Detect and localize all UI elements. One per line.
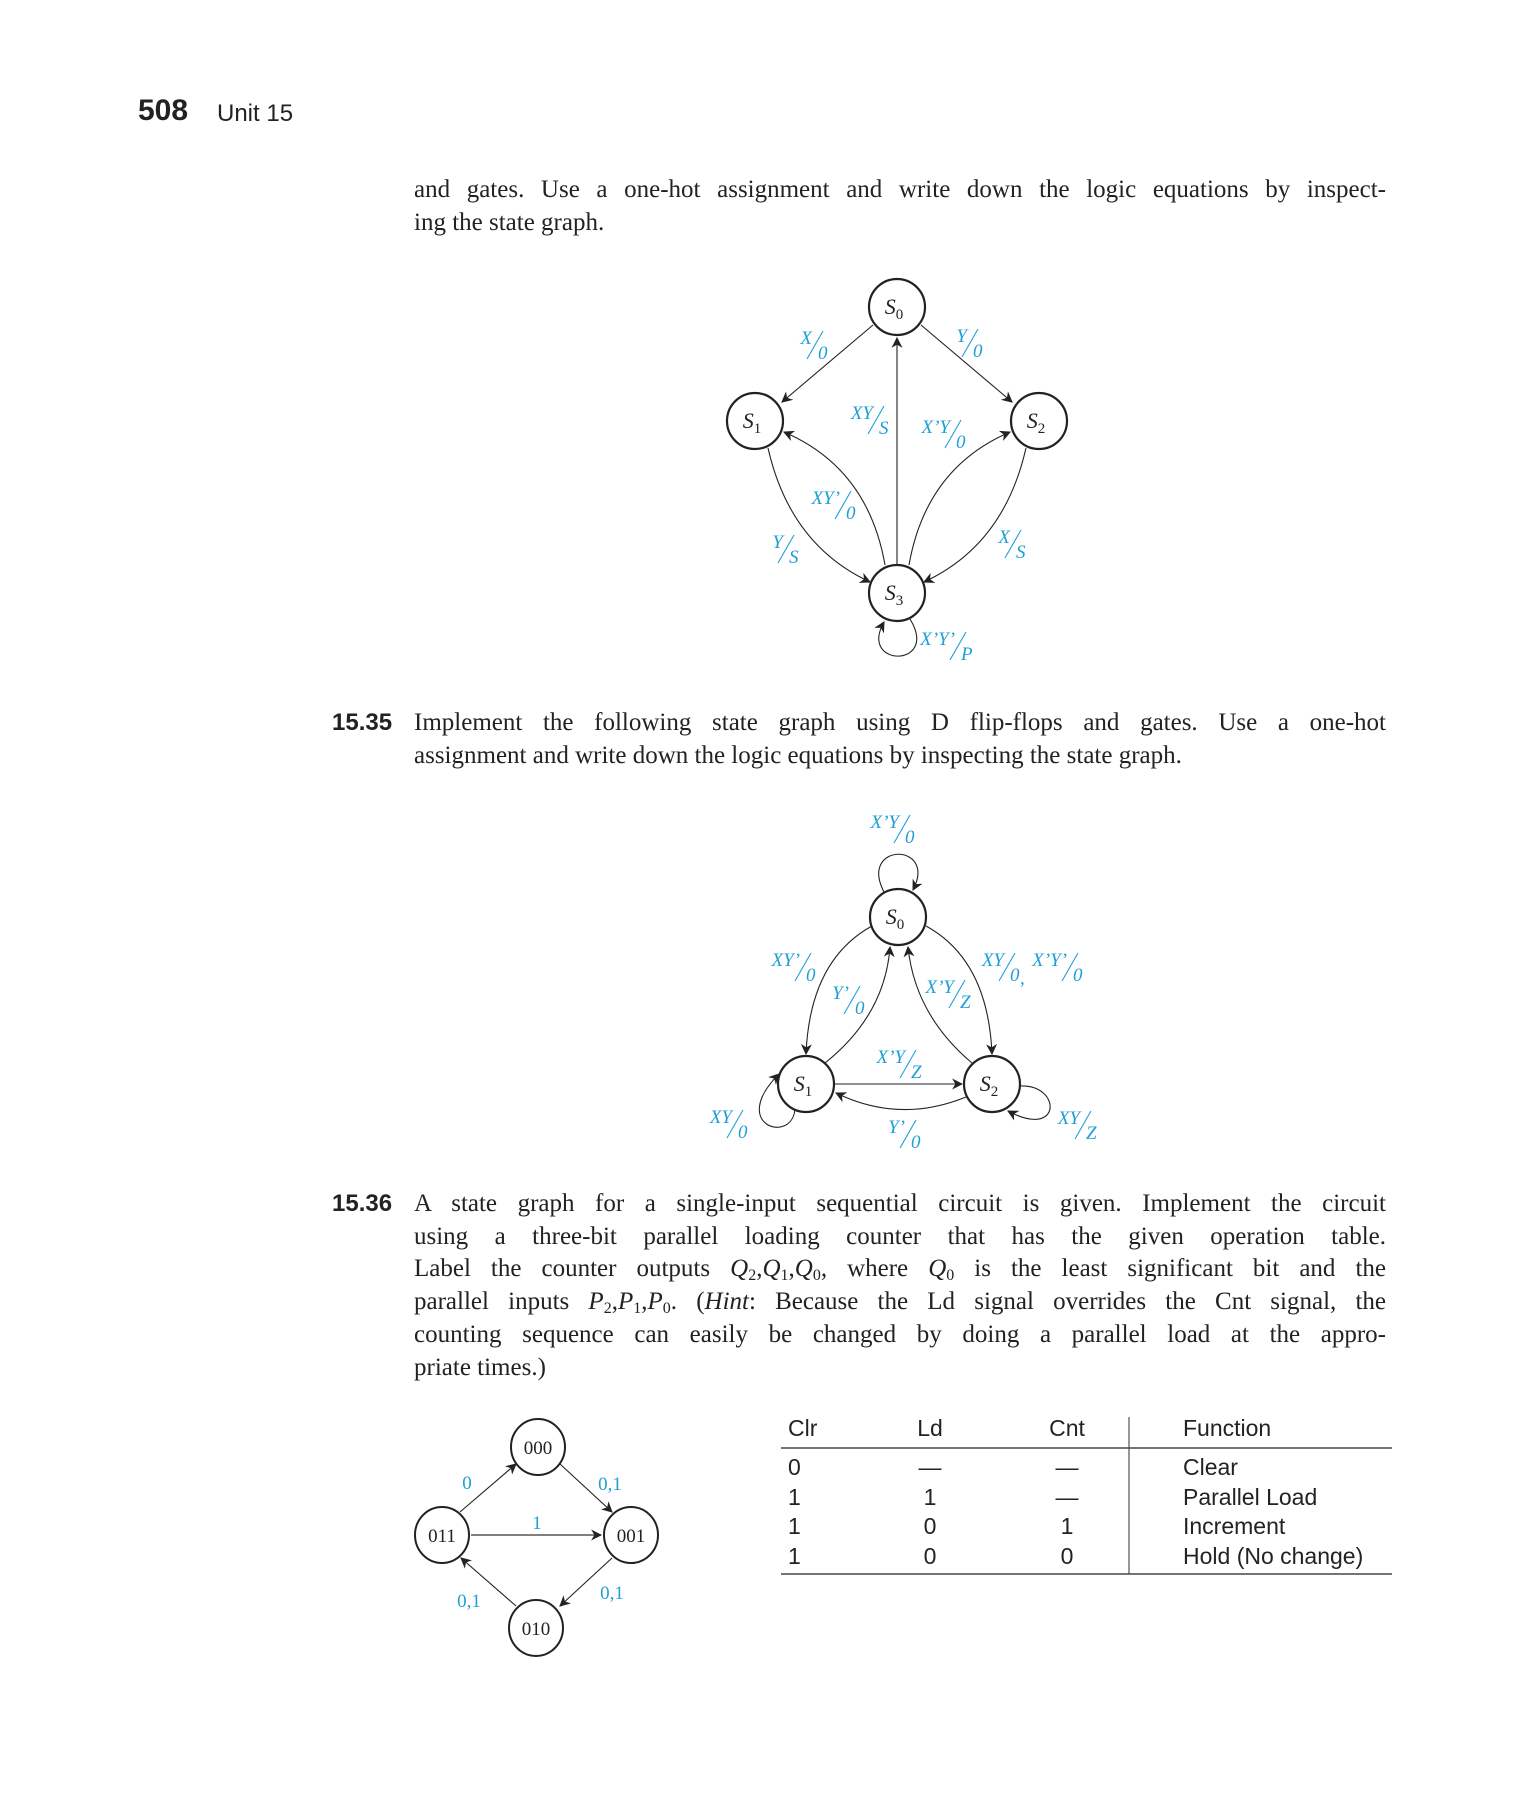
label-output: S — [1016, 542, 1026, 563]
label-output: 0 — [846, 503, 856, 524]
label-input: Y’ — [832, 983, 849, 1004]
table-row — [788, 1484, 1317, 1510]
label-input: XY — [709, 1107, 732, 1128]
label-input: X — [800, 328, 812, 349]
state-letter: S — [742, 408, 754, 433]
state-subscript: 1 — [753, 421, 762, 437]
text-segment: is the least significant bit and the — [954, 1255, 1386, 1283]
table-cell: 1 — [788, 1513, 801, 1539]
label-output: 0 — [806, 965, 816, 986]
state-subscript: 2 — [990, 1084, 999, 1100]
problem-number-15-36: 15.36 — [332, 1190, 393, 1217]
transition-label — [919, 629, 973, 665]
edge-s0-s1 — [782, 325, 873, 402]
table-row — [788, 1454, 1238, 1480]
state-s2 — [1011, 393, 1067, 449]
state-010 — [509, 1600, 563, 1656]
state-011 — [415, 1507, 469, 1563]
label-input: X’Y — [925, 977, 954, 998]
transition-label — [832, 983, 865, 1019]
state-code: 010 — [521, 1619, 551, 1640]
text-segment: A state graph for a single-input sequential circuit is given. Implement the circuit — [414, 1190, 1386, 1217]
text-segment: ing the state graph. — [414, 208, 605, 236]
text-segment: using a three-bit parallel loading counter that has the given operation table. — [414, 1222, 1386, 1250]
table-cell: Parallel Load — [1183, 1484, 1318, 1510]
label-output: S — [789, 547, 799, 568]
state-graph-3 — [415, 1419, 658, 1656]
table-header-ld: Ld — [917, 1415, 943, 1441]
unit-title: Unit 15 — [217, 100, 294, 127]
label-input: XY — [1057, 1108, 1080, 1129]
edge-s2-s3 — [924, 448, 1026, 582]
text-segment: parallel inputs — [414, 1288, 589, 1316]
subscript: 2 — [603, 1300, 612, 1318]
transition-label — [876, 1047, 923, 1083]
state-subscript: 2 — [1037, 421, 1046, 437]
label-output: 0 — [956, 432, 966, 453]
subscript: 1 — [633, 1300, 642, 1318]
text-segment: , — [756, 1255, 763, 1283]
state-000 — [511, 1419, 565, 1475]
transition-label: 1 — [532, 1513, 542, 1534]
state-subscript: 3 — [895, 593, 904, 609]
state-s0 — [869, 279, 925, 335]
label-input: X’Y’ — [1032, 950, 1067, 971]
transition-label — [921, 417, 967, 453]
transition-label — [850, 403, 889, 439]
transition-label — [799, 328, 828, 364]
state-graph-1 — [727, 279, 1067, 665]
italic-text: P — [617, 1288, 634, 1316]
table-header-function: Function — [1183, 1415, 1272, 1441]
text-segment: , — [611, 1288, 618, 1316]
transition-label — [772, 532, 799, 568]
transition-label — [1057, 1108, 1097, 1144]
label-input: Y — [772, 532, 783, 553]
label-output: 0 — [1073, 965, 1083, 986]
self-loop-s3 — [879, 619, 917, 656]
label-output: 0 — [818, 343, 828, 364]
text-segment: assignment and write down the logic equations by inspecting the state graph. — [414, 741, 1182, 769]
state-letter: S — [884, 294, 896, 319]
label-output: 0 — [1010, 965, 1020, 986]
label-output: Z — [960, 992, 971, 1013]
label-input: X — [998, 527, 1010, 548]
text-segment: counting sequence can easily be changed by doing a parallel load at the appro- — [414, 1320, 1386, 1348]
italic-text: Q — [762, 1255, 781, 1283]
label-input: XY — [850, 403, 873, 424]
label-input: Y — [956, 326, 967, 347]
table-cell: 1 — [923, 1484, 937, 1510]
transition-label — [956, 326, 983, 362]
table-cell: — — [918, 1454, 942, 1480]
edge-s2-s1 — [836, 1093, 966, 1110]
text-segment: , — [788, 1255, 795, 1283]
transition-label: 0,1 — [600, 1583, 624, 1604]
state-s2 — [964, 1056, 1020, 1112]
table-row — [788, 1543, 1363, 1569]
table-cell: 0 — [923, 1543, 937, 1569]
text-segment: . ( — [670, 1288, 705, 1316]
label-output: 0 — [973, 341, 983, 362]
table-cell: — — [1055, 1454, 1079, 1480]
label-output: 0 — [905, 827, 915, 848]
page-number: 508 — [138, 94, 189, 127]
label-output: P — [961, 644, 973, 665]
table-cell: 0 — [1060, 1543, 1074, 1569]
table-header-clr: Clr — [788, 1415, 818, 1441]
state-subscript: 1 — [804, 1084, 813, 1100]
table-cell: Hold (No change) — [1183, 1543, 1364, 1569]
table-header-cnt: Cnt — [1049, 1415, 1085, 1441]
label-output: 0 — [738, 1122, 748, 1143]
label-input: X’Y’ — [920, 629, 955, 650]
state-letter: S — [793, 1071, 805, 1096]
label-input: XY — [981, 950, 1004, 971]
text-segment: Label the counter outputs — [414, 1255, 731, 1283]
state-s3 — [869, 565, 925, 621]
self-loop-s0 — [879, 854, 918, 892]
text-segment: , — [641, 1288, 648, 1316]
state-letter: S — [979, 1071, 991, 1096]
italic-text: Q — [730, 1255, 749, 1283]
italic-text: Q — [794, 1255, 813, 1283]
label-separator: , — [1020, 968, 1025, 989]
state-s0 — [870, 889, 926, 945]
text-segment: Implement the following state graph using D flip-flops and gates. Use a one-hot — [414, 709, 1386, 736]
transition-label — [1031, 950, 1083, 986]
table-cell: 1 — [788, 1484, 801, 1510]
subscript: 0 — [946, 1267, 955, 1285]
table-cell: 1 — [788, 1543, 801, 1569]
table-row — [788, 1513, 1286, 1539]
label-output: S — [879, 418, 889, 439]
transition-label — [811, 488, 857, 524]
state-letter: S — [884, 580, 896, 605]
label-input: X’Y — [876, 1047, 905, 1068]
transition-label — [771, 950, 817, 986]
state-graph-2 — [709, 812, 1097, 1153]
table-cell: Increment — [1183, 1513, 1286, 1539]
label-output: Z — [1086, 1123, 1097, 1144]
transition-label: 0,1 — [598, 1474, 622, 1495]
problem-number-15-35: 15.35 — [332, 709, 393, 736]
subscript: 2 — [748, 1267, 757, 1285]
label-input: XY’ — [811, 488, 840, 509]
subscript: 0 — [662, 1300, 671, 1318]
state-subscript: 0 — [896, 917, 905, 933]
transition-label — [888, 1117, 921, 1153]
text-segment: : Because the Ld signal overrides the Cnt signal, the — [748, 1288, 1386, 1316]
label-input: Y’ — [888, 1117, 905, 1138]
label-input: XY’ — [771, 950, 800, 971]
text-segment: priate times.) — [414, 1353, 546, 1381]
transition-label — [870, 812, 916, 848]
transition-label: 0,1 — [457, 1591, 481, 1612]
label-input: X’Y — [921, 417, 950, 438]
table-cell: 0 — [788, 1454, 801, 1480]
text-segment: , where — [820, 1255, 929, 1283]
transition-label — [981, 950, 1020, 986]
subscript: 1 — [780, 1267, 789, 1285]
state-code: 001 — [616, 1526, 646, 1547]
text-segment: and gates. Use a one-hot assignment and write down the logic equations by inspect- — [414, 176, 1386, 203]
state-letter: S — [1026, 408, 1038, 433]
table-cell: Clear — [1183, 1454, 1238, 1480]
state-code: 000 — [523, 1438, 553, 1459]
state-001 — [604, 1507, 658, 1563]
label-output: 0 — [911, 1132, 921, 1153]
subscript: 0 — [812, 1267, 821, 1285]
state-subscript: 0 — [895, 307, 904, 323]
label-input: X’Y — [870, 812, 899, 833]
italic-text: Q — [928, 1255, 947, 1283]
transition-label: 0 — [462, 1473, 472, 1494]
table-cell: 1 — [1060, 1513, 1074, 1539]
table-cell: — — [1055, 1484, 1079, 1510]
italic-text: P — [588, 1288, 604, 1316]
label-output: 0 — [855, 998, 865, 1019]
state-code: 011 — [428, 1526, 456, 1547]
label-output: Z — [911, 1062, 922, 1083]
state-s1 — [778, 1056, 834, 1112]
transition-label — [997, 527, 1026, 563]
transition-label — [925, 977, 972, 1013]
transition-label — [709, 1107, 748, 1143]
table-cell: 0 — [923, 1513, 937, 1539]
state-letter: S — [885, 904, 897, 929]
italic-text: P — [647, 1288, 663, 1316]
state-s1 — [727, 393, 783, 449]
operation-table — [781, 1415, 1392, 1574]
italic-text: Hint — [704, 1288, 749, 1316]
